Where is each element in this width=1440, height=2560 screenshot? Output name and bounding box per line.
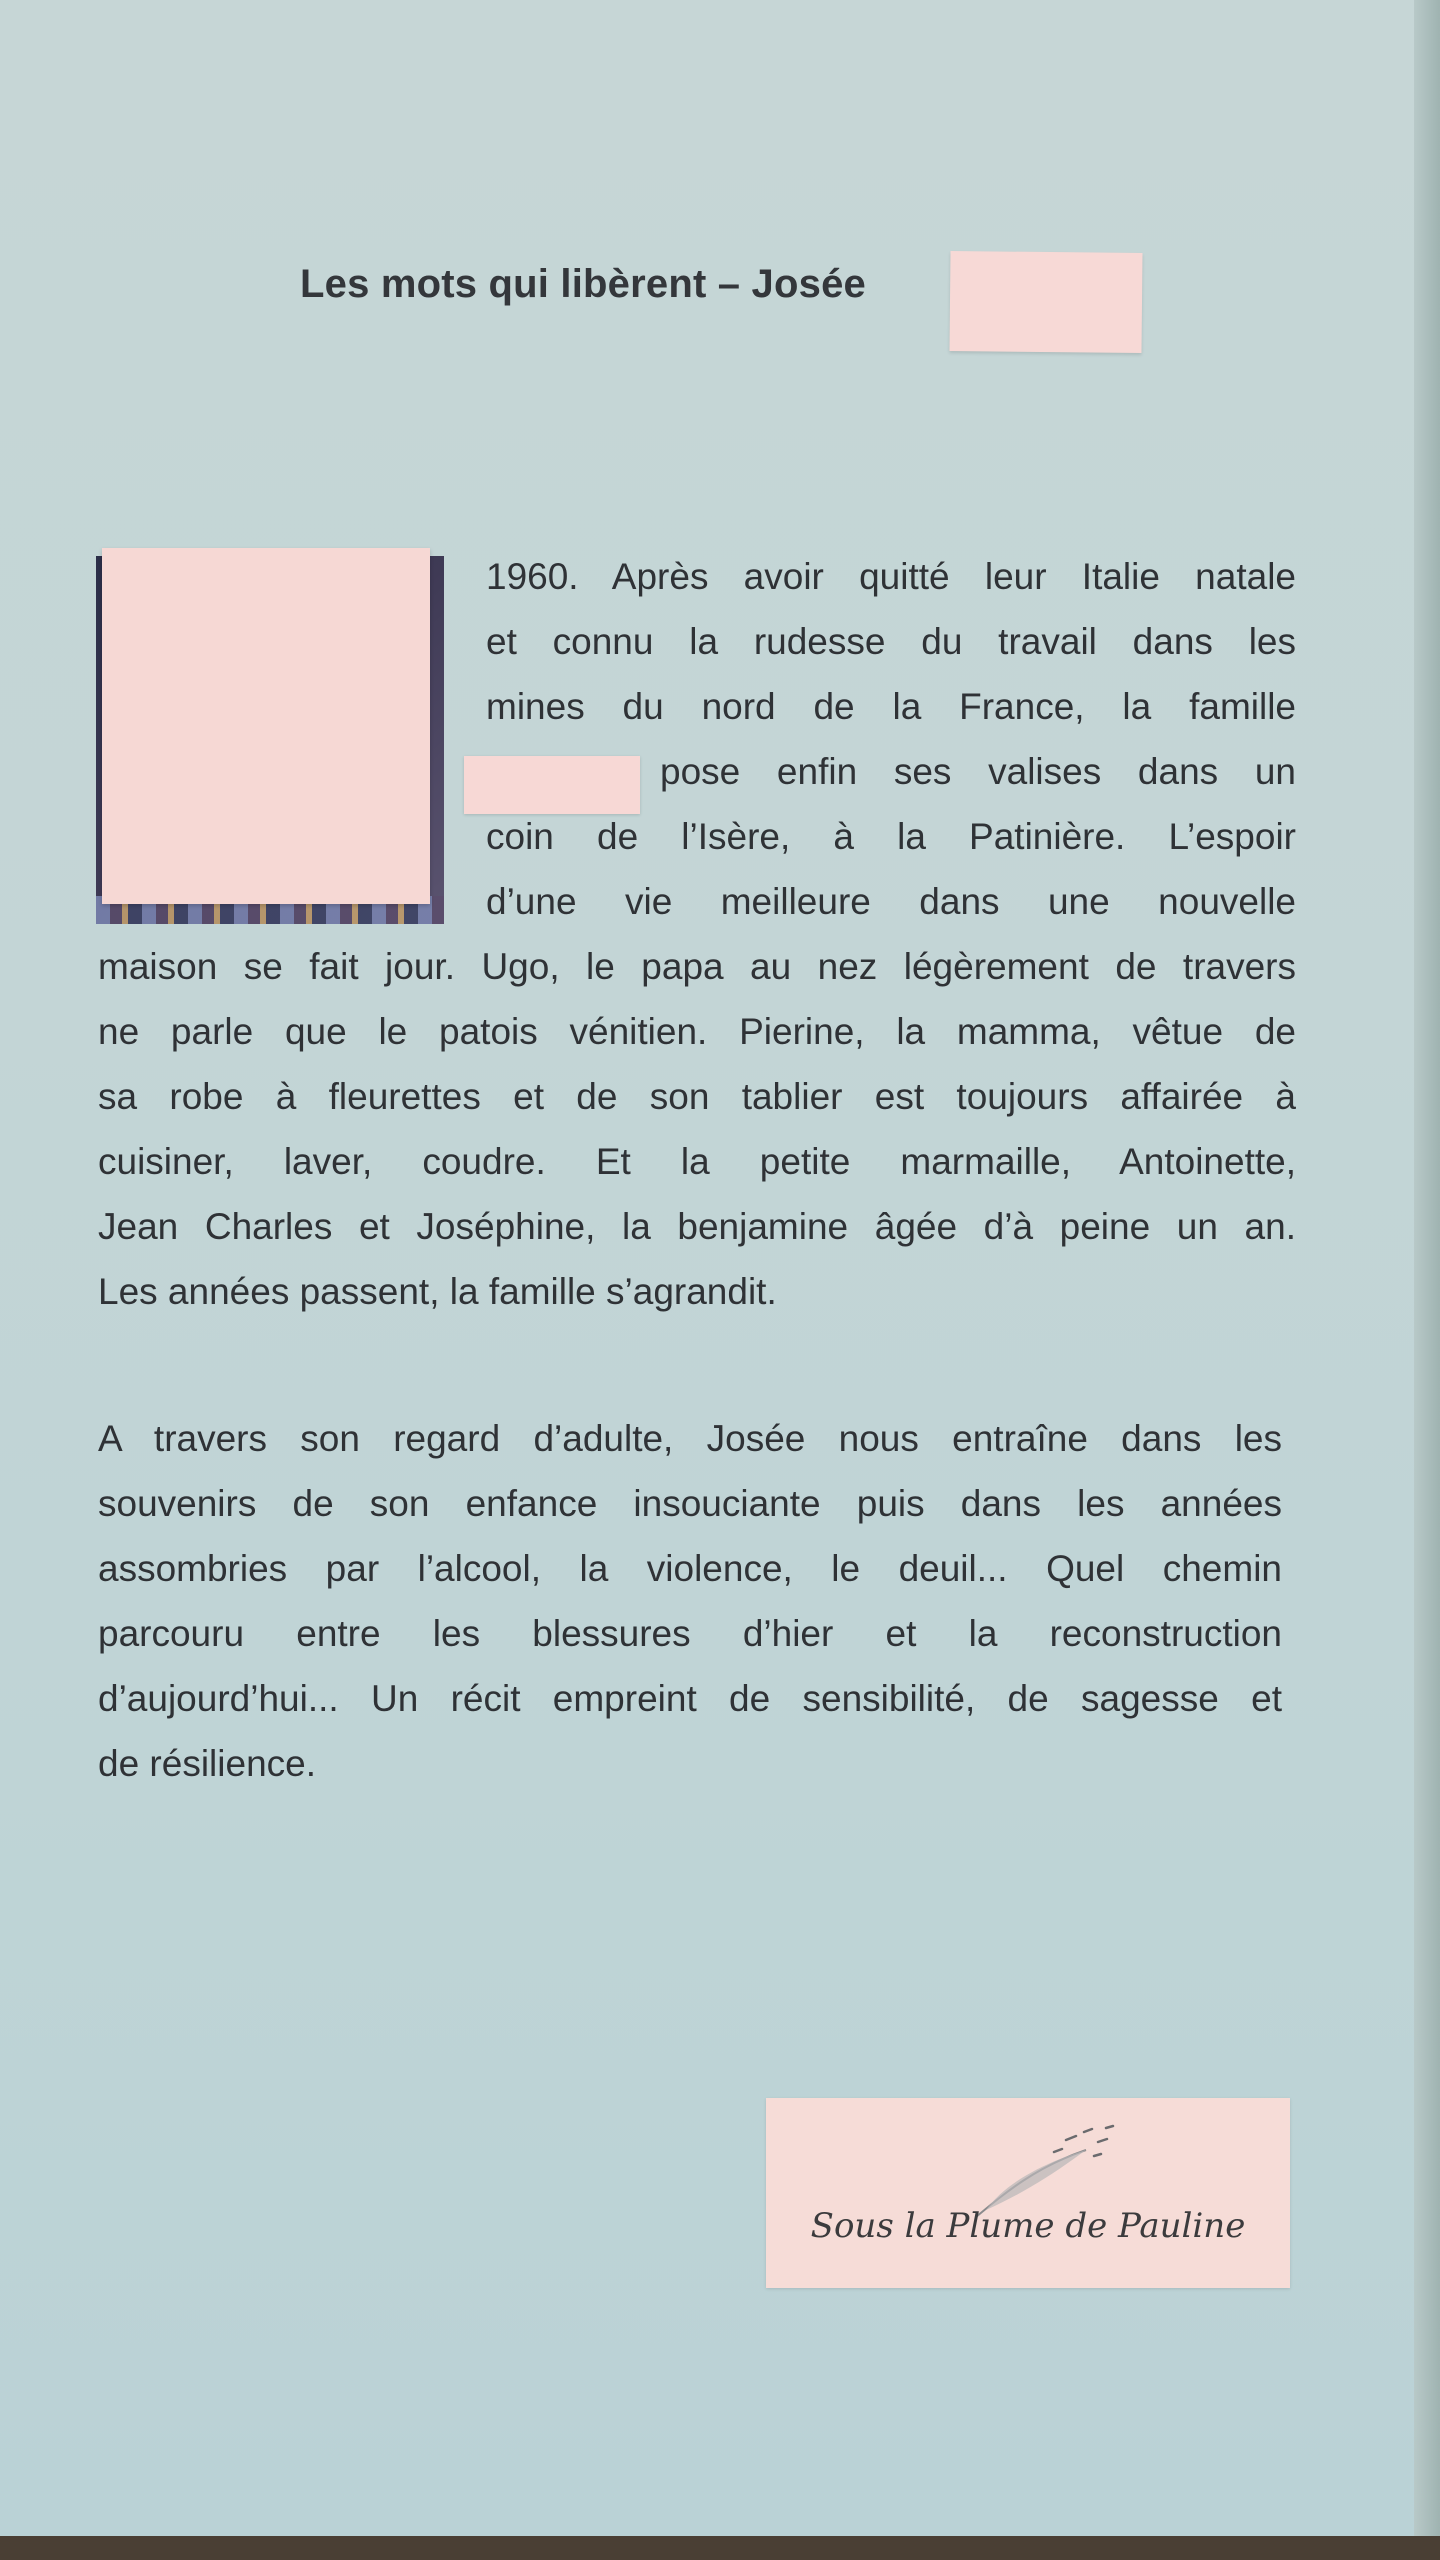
redaction-sticker-title	[949, 251, 1142, 353]
para2-line-4: parcouru entre les blessures d’hier et la reconstruction	[98, 1613, 1282, 1654]
intro-line-4: pose enfin ses valises dans un	[660, 751, 1296, 792]
book-title: Les mots qui libèrent – Josée	[300, 262, 866, 306]
intro-line-5: coin de l’Isère, à la Patinière. L’espoir	[486, 816, 1296, 857]
para2-line-1: A travers son regard d’adulte, Josée nous entraîne dans les	[98, 1418, 1282, 1459]
redaction-sticker-name	[464, 756, 640, 814]
page-edge	[1414, 0, 1440, 2536]
para2-line-2: souvenirs de son enfance insouciante puis dans les années	[98, 1483, 1282, 1524]
para2-line-3: assombries par l’alcool, la violence, le deuil... Quel chemin	[98, 1548, 1282, 1589]
redaction-sticker-photo	[102, 548, 430, 904]
table-surface	[0, 2536, 1440, 2560]
publisher-logo	[766, 2098, 1290, 2288]
para2-line-6: de résilience.	[98, 1743, 317, 1784]
intro-line-1: 1960. Après avoir quitté leur Italie natale	[486, 556, 1296, 597]
intro-line-3: mines du nord de la France, la famille	[486, 686, 1296, 727]
intro-cont-line-3: sa robe à fleurettes et de son tablier est toujours affairée à	[98, 1076, 1296, 1117]
para2-line-5: d’aujourd’hui... Un récit empreint de sensibilité, de sagesse et	[98, 1678, 1282, 1719]
intro-cont-line-4: cuisiner, laver, coudre. Et la petite marmaille, Antoinette,	[98, 1141, 1296, 1182]
intro-line-6: d’une vie meilleure dans une nouvelle	[486, 881, 1296, 922]
intro-cont-line-1: maison se fait jour. Ugo, le papa au nez légèrement de travers	[98, 946, 1296, 987]
intro-line-2: et connu la rudesse du travail dans les	[486, 621, 1296, 662]
intro-cont-line-5: Jean Charles et Joséphine, la benjamine âgée d’à peine un an.	[98, 1206, 1296, 1247]
intro-cont-line-6: Les années passent, la famille s’agrandit.	[98, 1271, 777, 1312]
intro-cont-line-2: ne parle que le patois vénitien. Pierine, la mamma, vêtue de	[98, 1011, 1296, 1052]
publisher-name: Sous la Plume de Pauline	[810, 2206, 1246, 2246]
